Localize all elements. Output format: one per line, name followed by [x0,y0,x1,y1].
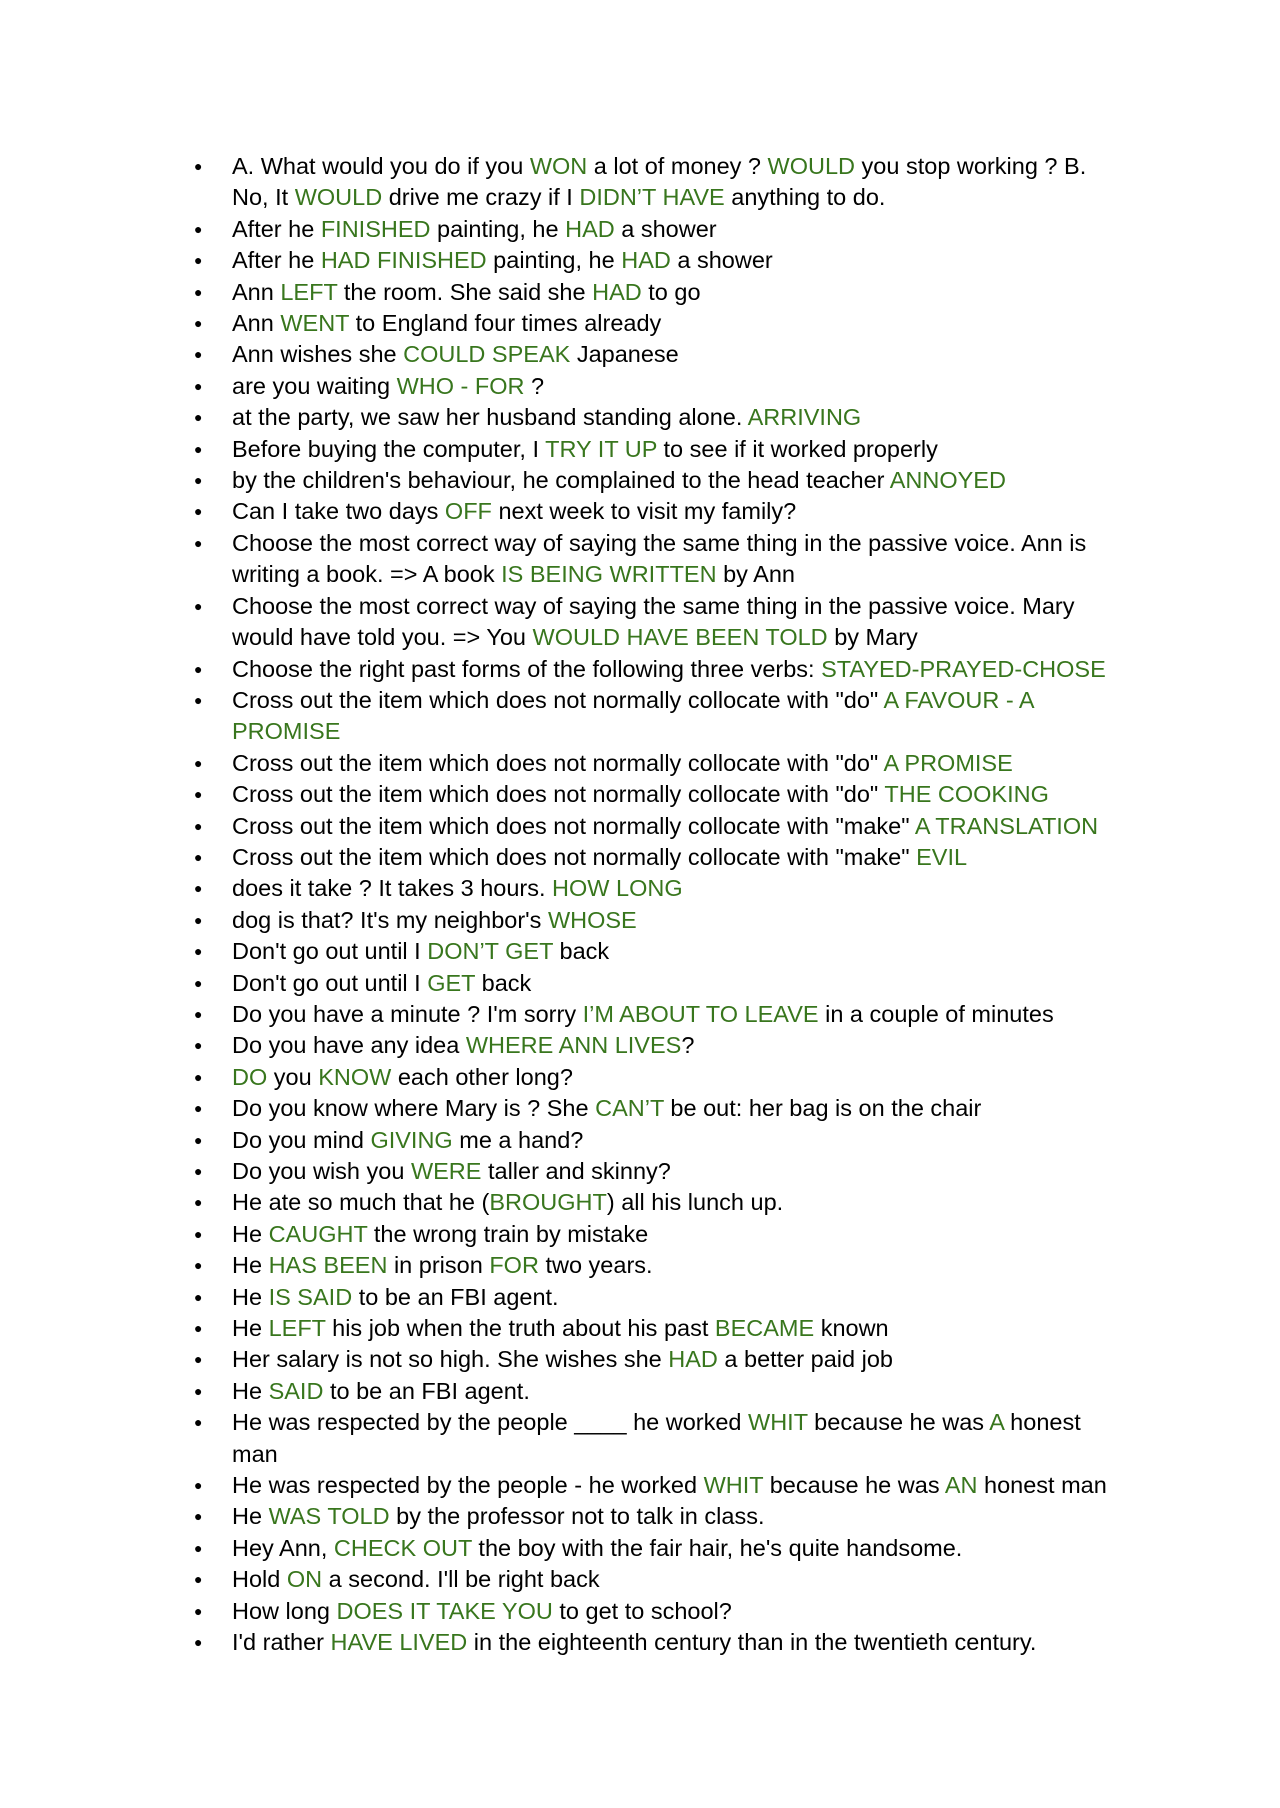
question-text: back [475,969,532,996]
list-item [194,308,1124,339]
list-item [194,685,1124,748]
bullet-icon: ● [194,1414,203,1431]
question-text: He [232,1315,269,1342]
question-text: by the children's behaviour, he complained to the head teacher [232,467,890,494]
list-item [194,842,1124,873]
question-text: next week to visit my family? [491,498,797,525]
answer-text: BROUGHT [489,1189,607,1216]
question-text: Hold [232,1566,287,1593]
answer-text: HAD [668,1346,718,1373]
question-text: Cross out the item which does not normally collocate with "make" [232,812,915,839]
question-text: to be an FBI agent. [323,1377,530,1404]
question-text: Before buying the computer, I [232,435,546,462]
bullet-icon: ● [194,1100,203,1117]
question-text: After he [232,247,321,274]
list-item [194,591,1124,654]
list-item [194,1627,1124,1658]
bullet-icon: ● [194,974,203,991]
list-item [194,1344,1124,1375]
answer-text: TRY IT UP [545,435,657,462]
question-text: How long [232,1597,337,1624]
answer-text: WENT [280,310,350,337]
question-text: Choose the right past forms of the following three verbs: [232,655,822,682]
question-text: be out: her bag is on the chair [663,1095,982,1122]
bullet-icon: ● [194,1194,203,1211]
bullet-icon: ● [194,660,203,677]
question-text: by the professor not to talk in class. [389,1503,765,1530]
answer-text: DON’T GET [427,938,554,965]
list-item [194,1062,1124,1093]
bullet-icon: ● [194,1225,203,1242]
bullet-icon: ● [194,848,203,865]
question-text: does it take ? It takes 3 hours. [232,875,553,902]
question-text: a better paid job [717,1346,893,1373]
question-text: Don't go out until I [232,938,428,965]
question-text: He [232,1220,269,1247]
question-text: I'd rather [232,1629,331,1656]
answer-text: HAD [565,215,615,242]
question-text: Do you know where Mary is ? She [232,1095,596,1122]
answer-text: WOULD [294,184,383,211]
question-text: a lot of money ? [587,153,768,179]
bullet-icon: ● [194,1571,203,1588]
question-text: He [232,1283,269,1310]
bullet-icon: ● [194,1351,203,1368]
question-text: a second. I'll be right back [322,1566,600,1593]
answer-text: I’M ABOUT TO LEAVE [582,1000,819,1027]
question-text: Choose the most correct way of saying the same thing in the passive voice. Ann is writing a book. => A book [232,529,1087,588]
answer-text: ANNOYED [889,467,1006,494]
answer-list [194,151,1124,1659]
question-text: honest man [232,1409,1081,1467]
answer-text: DOES IT TAKE YOU [336,1597,553,1624]
bullet-icon: ● [194,1477,203,1494]
list-item [194,434,1124,465]
list-item [194,1187,1124,1218]
answer-text: HAS BEEN [268,1252,388,1279]
question-text: dog is that? It's my neighbor's [232,906,548,933]
answer-text: GIVING [370,1126,453,1153]
question-text: Do you mind [232,1126,371,1153]
answer-text: HAD FINISHED [320,247,487,274]
question-text: He was respected by the people - he worked [232,1472,704,1499]
list-item [194,779,1124,810]
question-text: in a couple of minutes [818,1000,1054,1027]
list-item [194,905,1124,936]
question-text: He [232,1503,269,1530]
bullet-icon: ● [194,911,203,928]
question-text: anything to do. [724,184,886,211]
question-text: at the party, we saw her husband standing alone. [232,404,748,431]
question-text: by Ann [716,561,795,588]
bullet-icon: ● [194,1634,203,1651]
bullet-icon: ● [194,346,203,363]
bullet-icon: ● [194,1005,203,1022]
question-text: After he [232,215,321,242]
list-item [194,1030,1124,1061]
bullet-icon: ● [194,409,203,426]
bullet-icon: ● [194,1602,203,1619]
question-text: each other long? [391,1063,573,1090]
answer-text: FINISHED [320,215,431,242]
list-item [194,1376,1124,1407]
bullet-icon: ● [194,158,203,174]
question-text: painting, he [430,215,566,242]
list-item [194,151,1124,214]
question-text: his job when the truth about his past [325,1315,715,1342]
question-text: to see if it worked properly [657,435,938,462]
answer-text: WOULD HAVE BEEN TOLD [532,624,828,651]
bullet-icon: ● [194,283,203,300]
list-item [194,1282,1124,1313]
answer-text: WHIT [703,1472,764,1499]
question-text: Ann [232,278,281,305]
answer-text: FOR [489,1252,539,1279]
question-text: are you waiting [232,372,397,399]
answer-text: IS BEING WRITTEN [501,561,717,588]
question-text: back [553,938,610,965]
question-text: A. What would you do if you [232,153,530,179]
bullet-icon: ● [194,1068,203,1085]
answer-text: CAUGHT [268,1220,368,1247]
question-text: Cross out the item which does not normally collocate with "do" [232,749,884,776]
answer-text: LEFT [268,1315,326,1342]
question-text: Japanese [570,341,679,368]
question-text: Can I take two days [232,498,445,525]
answer-text: LEFT [280,278,338,305]
question-text: you stop working ? B. No, It [232,153,1087,211]
bullet-icon: ● [194,880,203,897]
list-item [194,1219,1124,1250]
list-item [194,748,1124,779]
list-item [194,1156,1124,1187]
list-item [194,245,1124,276]
question-text: Ann wishes she [232,341,404,368]
list-item [194,1470,1124,1501]
question-text: Cross out the item which does not normally collocate with "make" [232,843,917,870]
question-text: Do you wish you [232,1158,411,1184]
list-item [194,528,1124,591]
answer-text: WAS TOLD [268,1503,390,1530]
answer-text: BECAME [714,1315,815,1342]
list-item [194,968,1124,999]
question-text: Cross out the item which does not normally collocate with "do" [232,781,885,808]
answer-text: HAD [592,278,642,305]
question-text: because he was [807,1409,990,1436]
answer-text: A PROMISE [883,749,1013,776]
list-item [194,1407,1124,1470]
bullet-icon: ● [194,252,203,269]
question-text: to be an FBI agent. [352,1283,559,1310]
list-item [194,465,1124,496]
answer-text: IS SAID [268,1283,353,1310]
list-item [194,277,1124,308]
question-text: in the eighteenth century than in the twentieth century. [467,1629,1037,1656]
question-text: two years. [538,1252,653,1279]
question-text: honest man [977,1472,1107,1499]
question-text: Her salary is not so high. She wishes she [232,1346,669,1373]
question-text: He [232,1377,269,1404]
question-text: Hey Ann, [232,1534,334,1561]
bullet-icon: ● [194,597,203,614]
question-text: to go [641,278,701,305]
question-text: painting, he [486,247,622,274]
list-item [194,654,1124,685]
question-text: me a hand? [452,1126,584,1153]
bullet-icon: ● [194,220,203,237]
question-text: to get to school? [552,1597,732,1624]
answer-text: WHERE ANN LIVES [465,1032,682,1059]
question-text: taller and skinny? [481,1158,671,1184]
question-text: the room. She said she [337,278,593,305]
answer-text: WOULD [767,153,856,179]
bullet-icon: ● [194,786,203,803]
answer-text: WHIT [748,1409,808,1436]
question-text: Don't go out until I [232,969,428,996]
list-item [194,936,1124,967]
question-text: to England four times already [349,310,662,337]
bullet-icon: ● [194,1288,203,1305]
answer-text: HOW LONG [552,875,683,902]
question-text: Cross out the item which does not normally collocate with "do" [232,686,884,713]
bullet-icon: ● [194,817,203,834]
answer-text: WERE [410,1158,482,1184]
answer-text: CAN’T [595,1095,664,1122]
answer-text: A FAVOUR - A PROMISE [232,686,1034,745]
answer-text: WHOSE [547,906,637,933]
answer-text: AN [944,1472,978,1499]
answer-text: CHECK OUT [333,1534,472,1561]
answer-text: KNOW [318,1063,392,1090]
list-item [194,1125,1124,1156]
question-text: the boy with the fair hair, he's quite handsome. [471,1534,963,1561]
answer-text: HAVE LIVED [330,1629,468,1656]
list-item [194,1501,1124,1532]
bullet-icon: ● [194,315,203,332]
list-item [194,1093,1124,1124]
answer-text: EVIL [916,843,968,870]
answer-text: HAD [621,247,671,274]
answer-text: A [989,1409,1004,1436]
bullet-icon: ● [194,440,203,457]
bullet-icon: ● [194,1037,203,1054]
answer-text: WON [529,153,588,179]
list-item [194,1250,1124,1281]
list-item [194,214,1124,245]
bullet-icon: ● [194,1163,203,1179]
question-text: ? [681,1032,695,1059]
answer-text: ARRIVING [747,404,862,431]
bullet-icon: ● [194,1257,203,1274]
bullet-icon: ● [194,1539,203,1556]
question-text: ) all his lunch up. [606,1189,784,1216]
bullet-icon: ● [194,754,203,771]
list-item [194,1596,1124,1627]
answer-text: OFF [444,498,492,525]
question-text: you [267,1063,319,1090]
question-text: Do you have any idea [232,1032,466,1059]
question-text: He was respected by the people ____ he worked [232,1409,749,1436]
question-text: Do you have a minute ? I'm sorry [232,1000,583,1027]
answer-text: A TRANSLATION [914,812,1099,839]
question-text: He ate so much that he ( [232,1189,490,1216]
bullet-icon: ● [194,1131,203,1148]
list-item [194,496,1124,527]
list-item [194,339,1124,370]
question-text: the wrong train by mistake [367,1220,649,1247]
question-text: in prison [387,1252,490,1279]
answer-text: DIDN’T HAVE [579,184,725,211]
answer-text: DO [232,1063,268,1090]
bullet-icon: ● [194,943,203,960]
bullet-icon: ● [194,1382,203,1399]
bullet-icon: ● [194,503,203,520]
list-item [194,371,1124,402]
list-item [194,811,1124,842]
bullet-icon: ● [194,1508,203,1525]
list-item [194,873,1124,904]
question-text: a shower [670,247,773,274]
answer-text: THE COOKING [884,781,1049,808]
answer-text: COULD SPEAK [403,341,571,368]
question-text: a shower [614,215,717,242]
question-text: He [232,1252,269,1279]
answer-text: SAID [268,1377,324,1404]
bullet-icon: ● [194,691,203,708]
list-item [194,999,1124,1030]
question-text: Ann [232,310,281,337]
answer-text: GET [427,969,476,996]
bullet-icon: ● [194,534,203,551]
answer-text: WHO - FOR [396,372,525,399]
list-item [194,1564,1124,1595]
question-text: by Mary [827,624,918,651]
question-text: because he was [763,1472,945,1499]
question-text: Choose the most correct way of saying the same thing in the passive voice. Mary would have told you. => You [232,592,1075,651]
answer-text: ON [286,1566,323,1593]
question-text: ? [524,372,545,399]
question-text: known [814,1315,889,1342]
list-item [194,402,1124,433]
bullet-icon: ● [194,472,203,489]
answer-text: STAYED-PRAYED-CHOSE [821,655,1106,682]
bullet-icon: ● [194,377,203,394]
list-item [194,1533,1124,1564]
question-text: drive me crazy if I [382,184,580,211]
bullet-icon: ● [194,1320,203,1337]
list-item [194,1313,1124,1344]
